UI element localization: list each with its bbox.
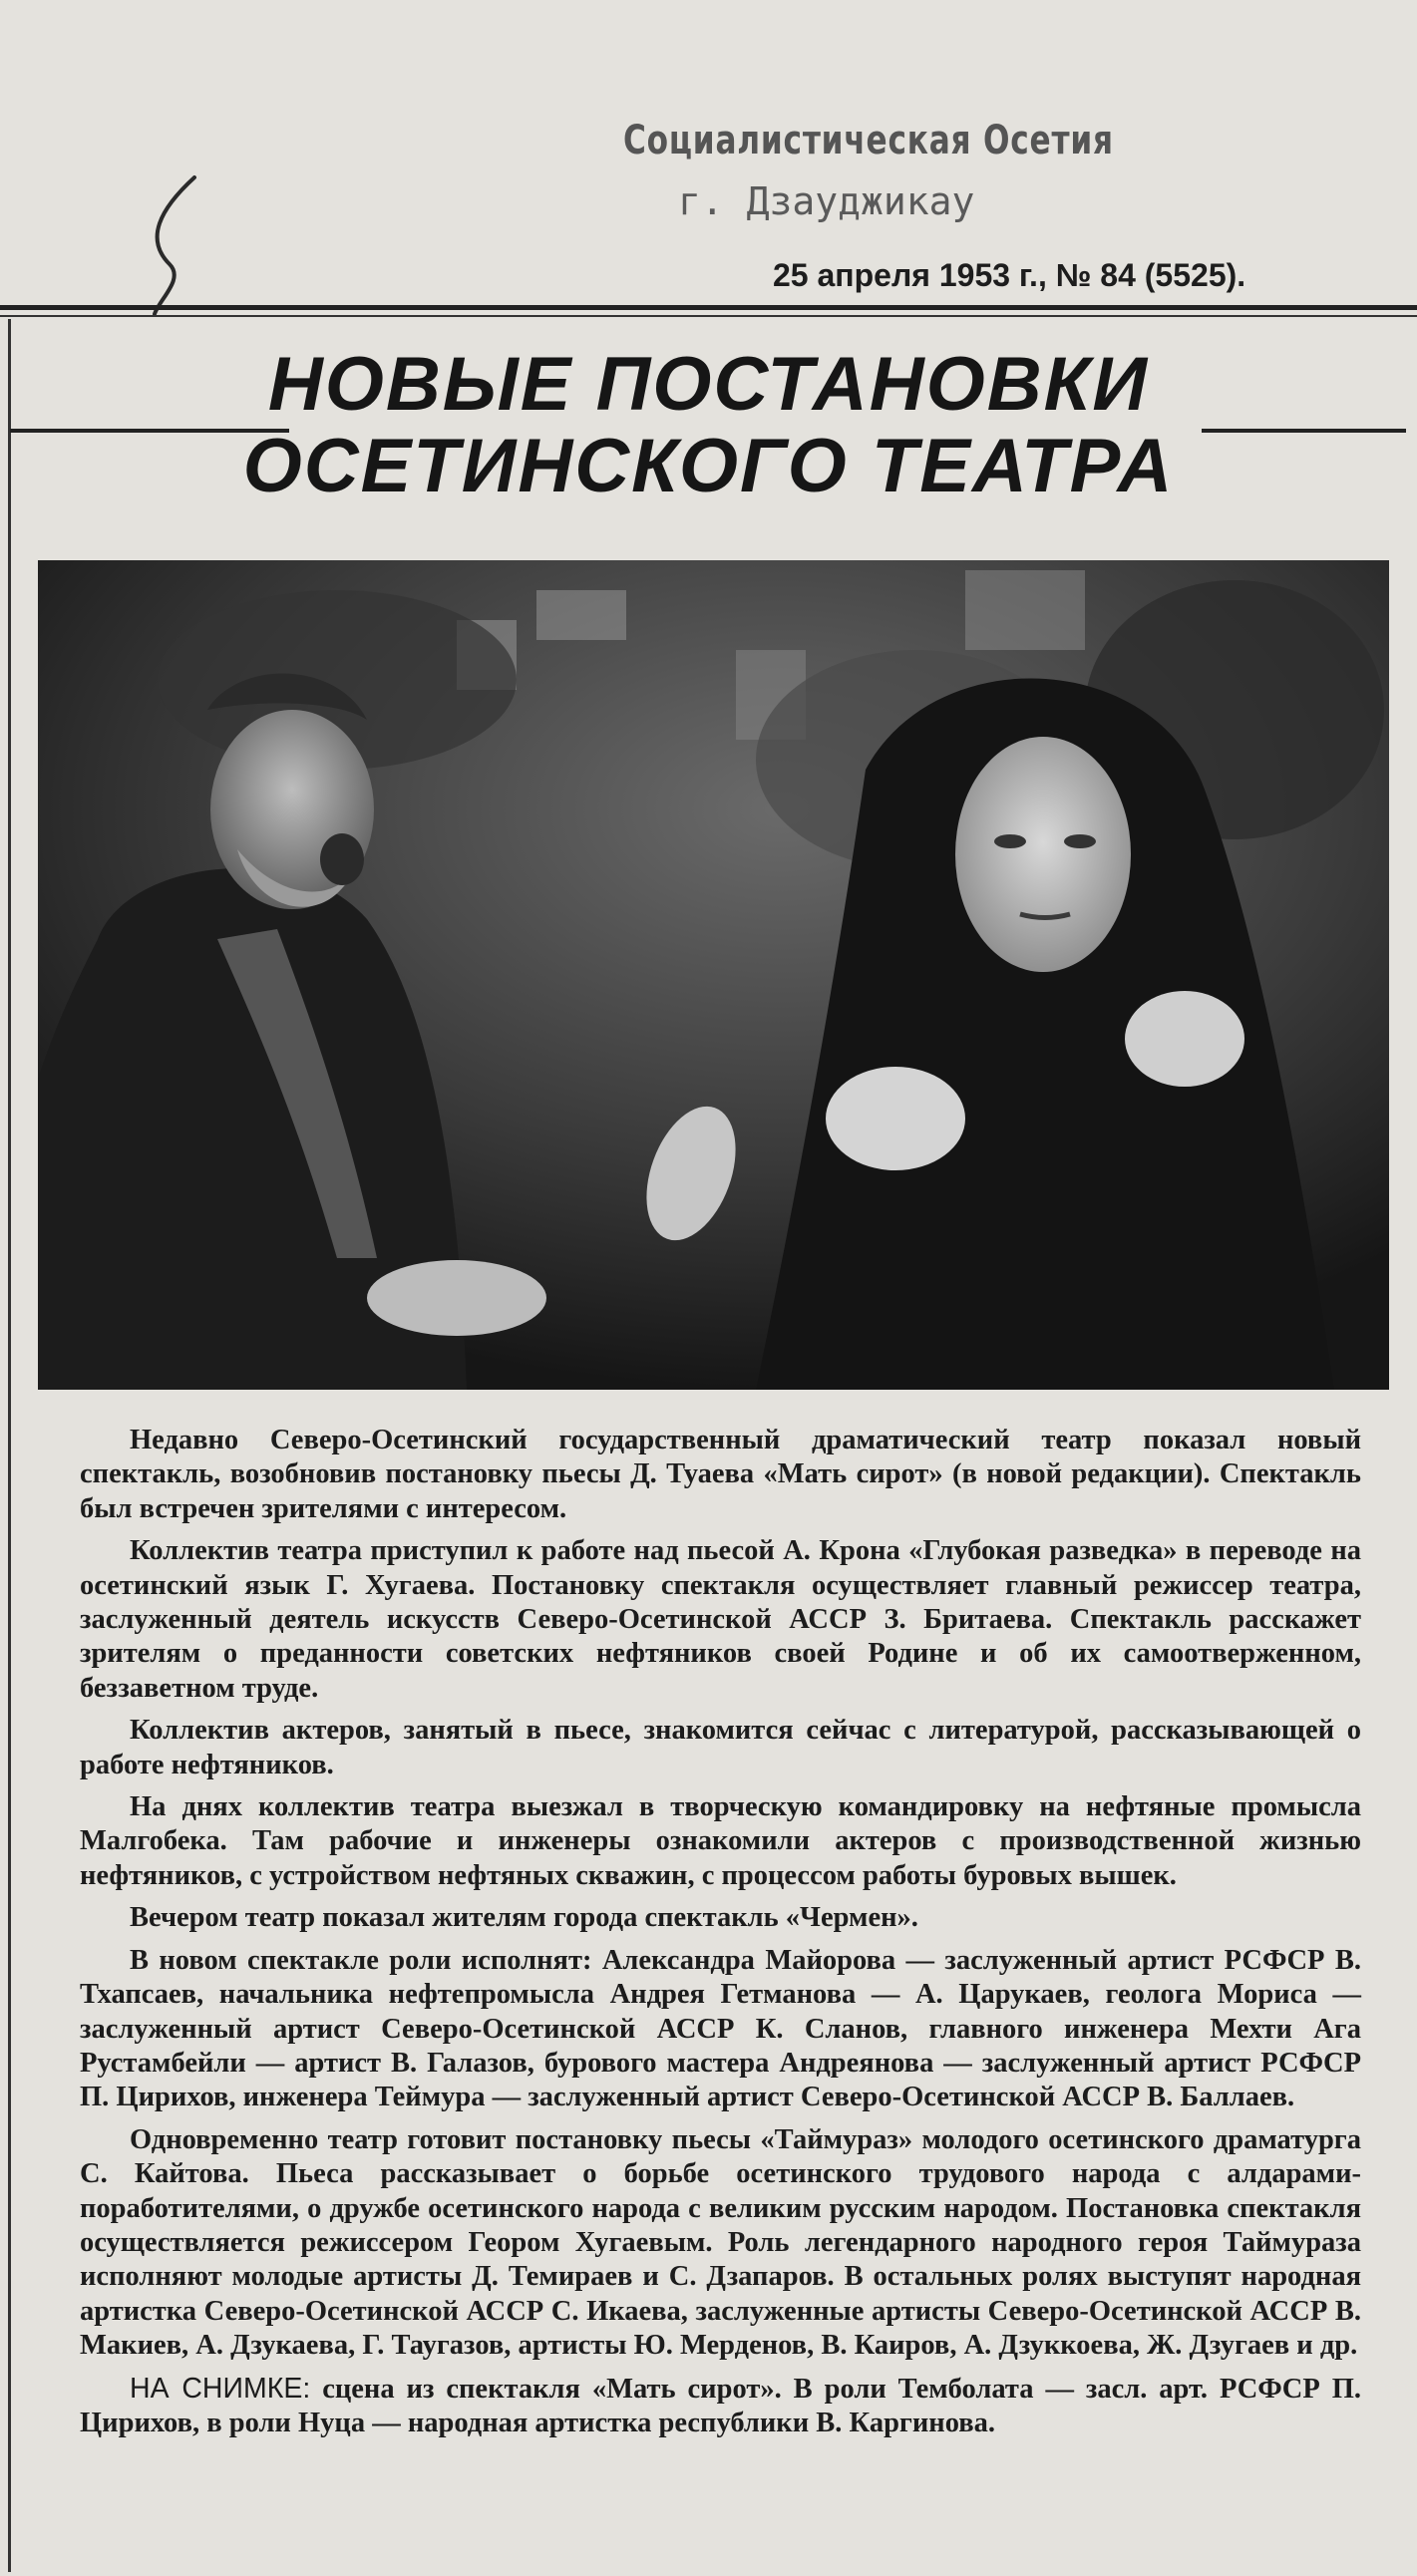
headline-line-1: НОВЫЕ ПОСТАНОВКИ [267,342,1150,427]
handwritten-mark-icon [140,169,219,319]
article-paragraph: На днях коллектив театра выезжал в творческую командировку на нефтяные промысла Малгобека. Там рабочие и инженеры ознакомили актеров с производственной жизнью нефтяников, с устройством нефтяных скважин, с процессом работы буровых вышек. [80,1791,1361,1891]
stage-photo-image [38,560,1389,1390]
caption-text: сцена из спектакля «Мать сирот». В роли Темболата — засл. арт. РСФСР П. Цирихов, в роли Нуца — народная артистка республики В. Каргинова. [80,2373,1361,2438]
article-body [80,1424,1361,2448]
newspaper-name-stamp: Социалистическая Осетия [623,118,1114,163]
article-paragraph: В новом спектакле роли исполнят: Александра Майорова — заслуженный артист РСФСР В. Тхапсаев, начальника нефтепромысла Андрея Гетманова — А. Царукаев, геолога Мориса — заслуженный артист Северо-Осетинской АССР К. Сланов, главного инженера Мехти Ага Рустамбейли — артист В. Галазов, бурового мастера Андреянова — заслуженный артист РСФСР П. Цирихов, инженера Теймура — заслуженный артист Северо-Осетинской АССР В. Баллаев. [80,1944,1361,2113]
caption-label: НА СНИМКЕ: [130,2372,311,2405]
article-paragraph: Коллектив актеров, занятый в пьесе, знакомится сейчас с литературой, рассказывающей о работе нефтяников. [80,1715,1361,1780]
header-rule [0,305,1417,310]
article-headline [0,344,1417,507]
headline-line-2: ОСЕТИНСКОГО ТЕАТРА [242,424,1175,508]
issue-date-number: 25 апреля 1953 г., № 84 (5525). [773,257,1246,293]
article-paragraph: Коллектив театра приступил к работе над пьесой А. Крона «Глубокая разведка» в переводе на осетинский язык Г. Хугаева. Постановку спектакля осуществляет главный режиссер театра, заслуженный деятель искусств Северо-Осетинской АССР З. Бритаева. Спектакль расскажет зрителям о преданности советских нефтяников своей Родине и об их самоотверженном, беззаветном труде. [80,1535,1361,1704]
article-paragraph: Вечером театр показал жителям города спектакль «Чермен». [130,1902,918,1934]
city-stamp: г. Дзауджикау [678,179,975,223]
photo-caption [80,2372,1361,2441]
article-paragraph: Недавно Северо-Осетинский государственный драматический театр показал новый спектакль, возобновив постановку пьесы Д. Туаева «Мать сирот» (в новой редакции). Спектакль был встречен зрителями с интересом. [80,1425,1361,1524]
column-rule [8,319,11,2572]
article-paragraph: Одновременно театр готовит постановку пьесы «Таймураз» молодого осетинского драматурга С. Кайтова. Пьеса рассказывает о борьбе осетинского трудового народа с алдарами-поработителями, о дружбе осетинского народа с великим русским народом. Постановка спектакля осуществляется режиссером Геором Хугаевым. Роль легендарного народного героя Таймураза исполняют молодые артисты Д. Темираев и С. Дзапаров. В остальных ролях выступят народная артистка Северо-Осетинской АССР С. Икаева, заслуженные артисты Северо-Осетинской АССР В. Макиев, А. Дзукаева, Г. Таугазов, артисты Ю. Мерденов, В. Каиров, А. Дзуккоева, Ж. Дзугаев и др. [80,2123,1361,2362]
stage-photo [38,560,1389,1390]
header-rule-thin [0,315,1417,317]
